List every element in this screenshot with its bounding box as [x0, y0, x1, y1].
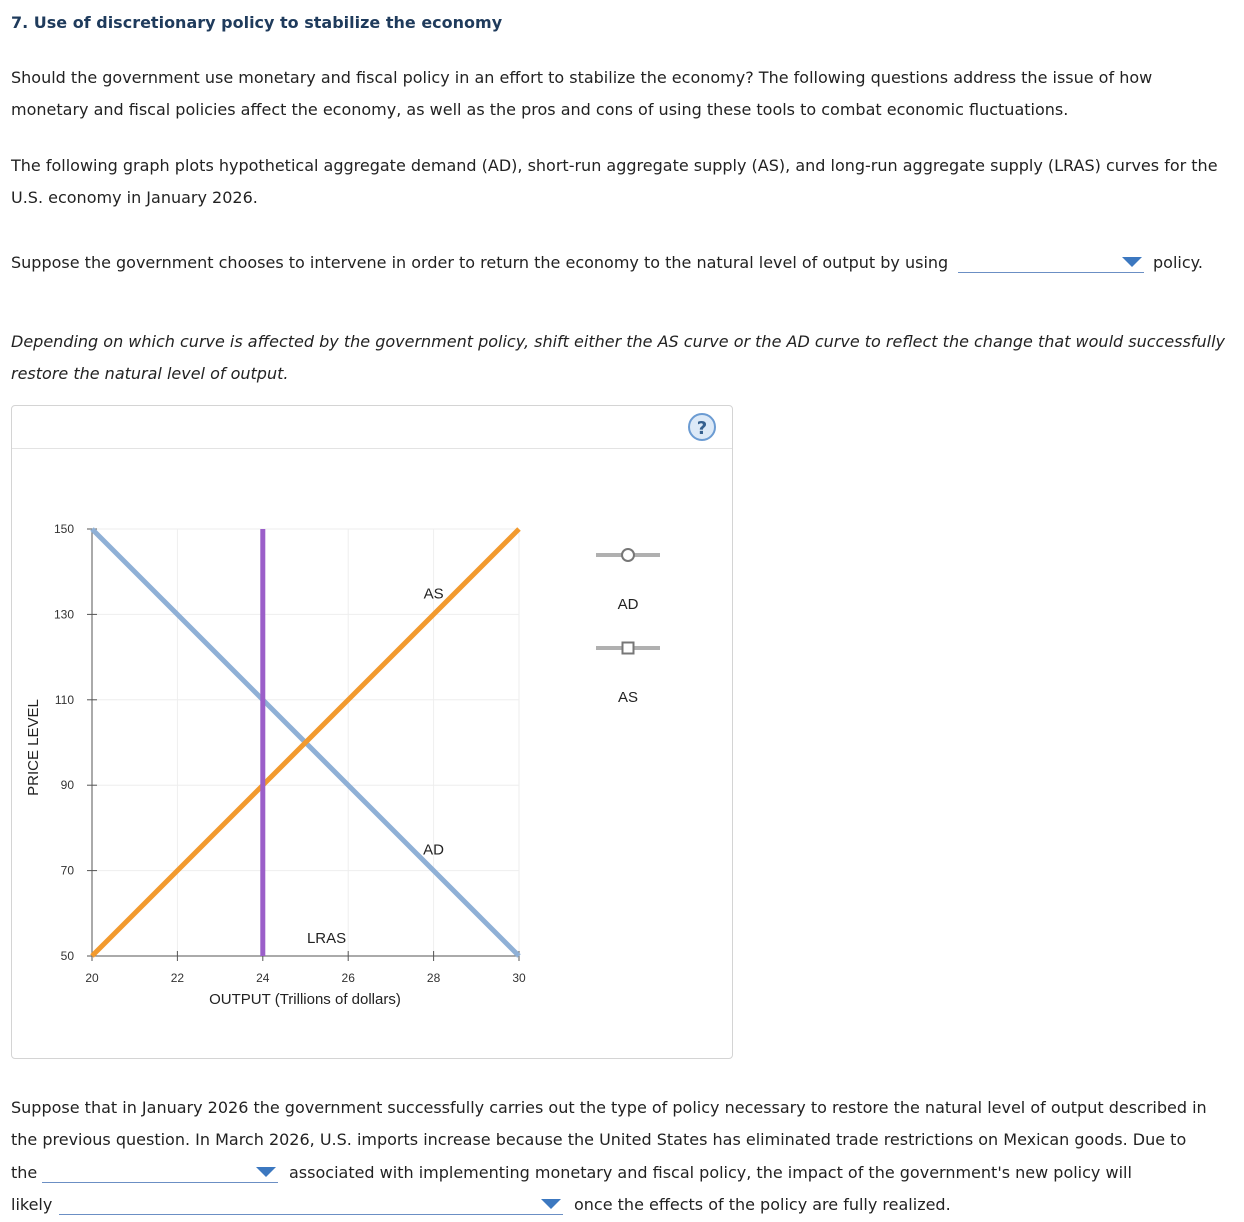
- x-axis-title: OUTPUT (Trillions of dollars): [209, 991, 401, 1008]
- y-tick-label: 90: [60, 778, 74, 793]
- intro-line: Should the government use monetary and fiscal policy in an effort to stabilize the economy? The following questions address the issue of how: [11, 68, 1153, 87]
- followup-line: Suppose that in January 2026 the government successfully carries out the type of policy necessary to restore the natural level of output described in: [11, 1098, 1207, 1117]
- series-label-as: AS: [423, 585, 444, 603]
- impact-dropdown[interactable]: [59, 1190, 563, 1215]
- x-tick-label: 30: [512, 971, 526, 985]
- y-tick-label: 130: [53, 607, 74, 622]
- legend-label: AS: [617, 689, 639, 706]
- chevron-down-icon: [256, 1167, 276, 1177]
- graph-description-line: U.S. economy in January 2026.: [11, 188, 258, 207]
- x-tick-label: 22: [170, 971, 185, 985]
- instruction-line: Depending on which curve is affected by the government policy, shift either the AS curve or the AD curve to reflect the change that would successfully: [11, 332, 1225, 351]
- graph-description-line: The following graph plots hypothetical aggregate demand (AD), short-run aggregate supply (AS), and long-run aggregate supply (LRAS) curves for the: [11, 156, 1218, 175]
- suppose-suffix: policy.: [1153, 253, 1203, 272]
- series-label-lras: LRAS: [306, 930, 347, 948]
- y-tick-label: 50: [60, 949, 74, 963]
- ad-as-chart[interactable]: [12, 449, 732, 1057]
- lag-dropdown[interactable]: [42, 1158, 278, 1183]
- help-icon[interactable]: ?: [688, 413, 716, 441]
- followup-the: the: [11, 1163, 38, 1182]
- intro-paragraph: [11, 62, 1236, 126]
- policy-type-dropdown[interactable]: [958, 248, 1144, 273]
- legend-square-marker[interactable]: [623, 643, 634, 654]
- followup-line: the previous question. In March 2026, U.S. imports increase because the United States has eliminated trade restrictions on Mexican goods. Due to: [11, 1130, 1187, 1149]
- y-tick-label: 110: [54, 692, 74, 707]
- suppose-text: Suppose the government chooses to intervene in order to return the economy to the natural level of output by using: [11, 253, 949, 272]
- graph-panel: [11, 405, 733, 1059]
- followup-mid: associated with implementing monetary and fiscal policy, the impact of the government's new policy will: [289, 1163, 1132, 1182]
- question-title: 7. Use of discretionary policy to stabilize the economy: [11, 13, 503, 32]
- y-axis-title: PRICE LEVEL: [25, 699, 42, 796]
- legend-circle-marker[interactable]: [622, 549, 634, 561]
- x-tick-label: 26: [341, 971, 355, 985]
- chevron-down-icon: [1122, 257, 1142, 267]
- instruction-paragraph: [11, 326, 1243, 390]
- legend-label: AD: [617, 596, 639, 613]
- followup-likely: likely: [11, 1195, 53, 1214]
- intro-line: monetary and fiscal policies affect the economy, as well as the pros and cons of using these tools to combat economic fluctuations.: [11, 100, 1069, 119]
- x-tick-label: 20: [85, 971, 99, 985]
- instruction-line: restore the natural level of output.: [11, 364, 289, 383]
- y-tick-label: 70: [60, 863, 74, 878]
- followup-paragraph: [11, 1092, 1236, 1156]
- followup-end: once the effects of the policy are fully realized.: [574, 1195, 951, 1214]
- x-tick-label: 24: [256, 971, 270, 985]
- series-label-ad: AD: [423, 841, 445, 859]
- x-tick-label: 28: [426, 971, 441, 985]
- chevron-down-icon: [541, 1199, 561, 1209]
- graph-panel-header: [12, 406, 732, 449]
- graph-description: [11, 150, 1243, 214]
- y-tick-label: 150: [53, 522, 74, 536]
